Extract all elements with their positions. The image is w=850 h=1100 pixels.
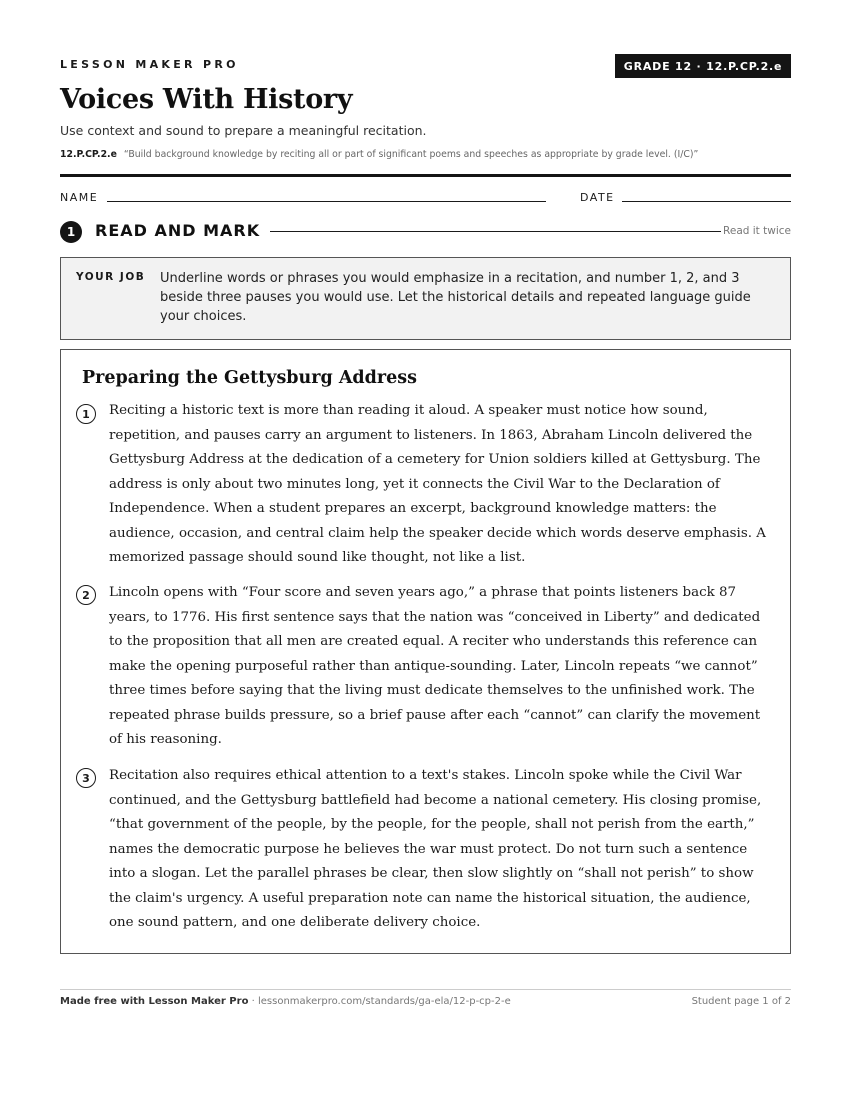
paragraph-number-3: 3 [76, 768, 96, 788]
grade-badge: GRADE 12 · 12.P.CP.2.e [615, 54, 791, 78]
section-title: READ AND MARK [95, 221, 261, 240]
section-header [60, 220, 791, 244]
footer-separator: · [251, 996, 258, 1007]
footer-page-info: Student page 1 of 2 [691, 996, 791, 1007]
footer-made-with: Made free with Lesson Maker Pro [60, 996, 249, 1007]
paragraph-2: Lincoln opens with “Four score and seven years ago,” a phrase that points listeners back 87 years, to 1776. His first sentence says that the nation was “conceived in Liberty” and dedicated to the proposition that all men are created equal. A reciter who understands this reference can make the opening purposeful rather than antique-sounding. Later, Lincoln repeats “we cannot” three times before saying that the living must dedicate themselves to the unfinished work. The repeated phrase builds pressure, so a brief pause after each “cannot” can clarify the movement of his reasoning. [109, 585, 761, 747]
date-label: DATE [580, 191, 615, 204]
brand-name: LESSON MAKER PRO [60, 58, 239, 71]
passage-box [60, 349, 791, 954]
paragraph-number-2: 2 [76, 585, 96, 605]
passage-title: Preparing the Gettysburg Address [82, 368, 417, 388]
page-title: Voices With History [60, 84, 353, 115]
standard-line [60, 149, 698, 160]
page-subtitle: Use context and sound to prepare a meaningful recitation. [60, 123, 427, 138]
footer-credit [60, 996, 511, 1007]
standard-code: 12.P.CP.2.e [60, 149, 117, 160]
paragraph-3: Recitation also requires ethical attention to a text's stakes. Lincoln spoke while the Civil War continued, and the Gettysburg battlefield had become a national cemetery. His closing promise, “that government of the people, by the people, for the people, shall not perish from the earth,” names the democratic purpose he believes the war must protect. Do not turn such a sentence into a slogan. Let the parallel phrases be clear, then slow slightly on “shall not perish” to show the claim's urgency. A useful preparation note can name the historical situation, the audience, one sound pattern, and one deliberate delivery choice. [109, 768, 762, 930]
paragraph-number-1: 1 [76, 404, 96, 424]
worksheet-page [60, 0, 791, 1100]
section-note: Read it twice [723, 225, 791, 237]
name-label: NAME [60, 191, 99, 204]
paragraph-1: Reciting a historic text is more than reading it aloud. A speaker must notice how sound, repetition, and pauses carry an argument to listeners. In 1863, Abraham Lincoln delivered the Gettysburg Address at the dedication of a cemetery for Union soldiers killed at Gettysburg. The address is only about two minutes long, yet it connects the Civil War to the Declaration of Independence. When a student prepares an excerpt, background knowledge matters: the audience, occasion, and central claim help the speaker decide which words deserve emphasis. A memorized passage should sound like thought, not like a list. [109, 403, 766, 565]
footer-divider [60, 989, 791, 990]
standard-text: “Build background knowledge by reciting all or part of significant poems and speeches as appropriate by grade level. (I/C)” [123, 149, 699, 160]
footer-url-link[interactable]: lessonmakerpro.com/standards/ga-ela/12-p-cp-2-e [257, 996, 511, 1007]
your-job-box [60, 257, 791, 340]
date-field[interactable] [622, 201, 791, 202]
header-divider [60, 174, 791, 177]
name-field[interactable] [107, 201, 546, 202]
your-job-text: Underline words or phrases you would emphasize in a recitation, and number 1, 2, and 3 beside three pauses you would use. Let the historical details and repeated language guide your choices. [160, 271, 751, 324]
section-number-badge: 1 [60, 221, 82, 243]
name-date-row [60, 191, 791, 205]
your-job-label: YOUR JOB [76, 271, 146, 283]
section-divider [270, 231, 721, 232]
